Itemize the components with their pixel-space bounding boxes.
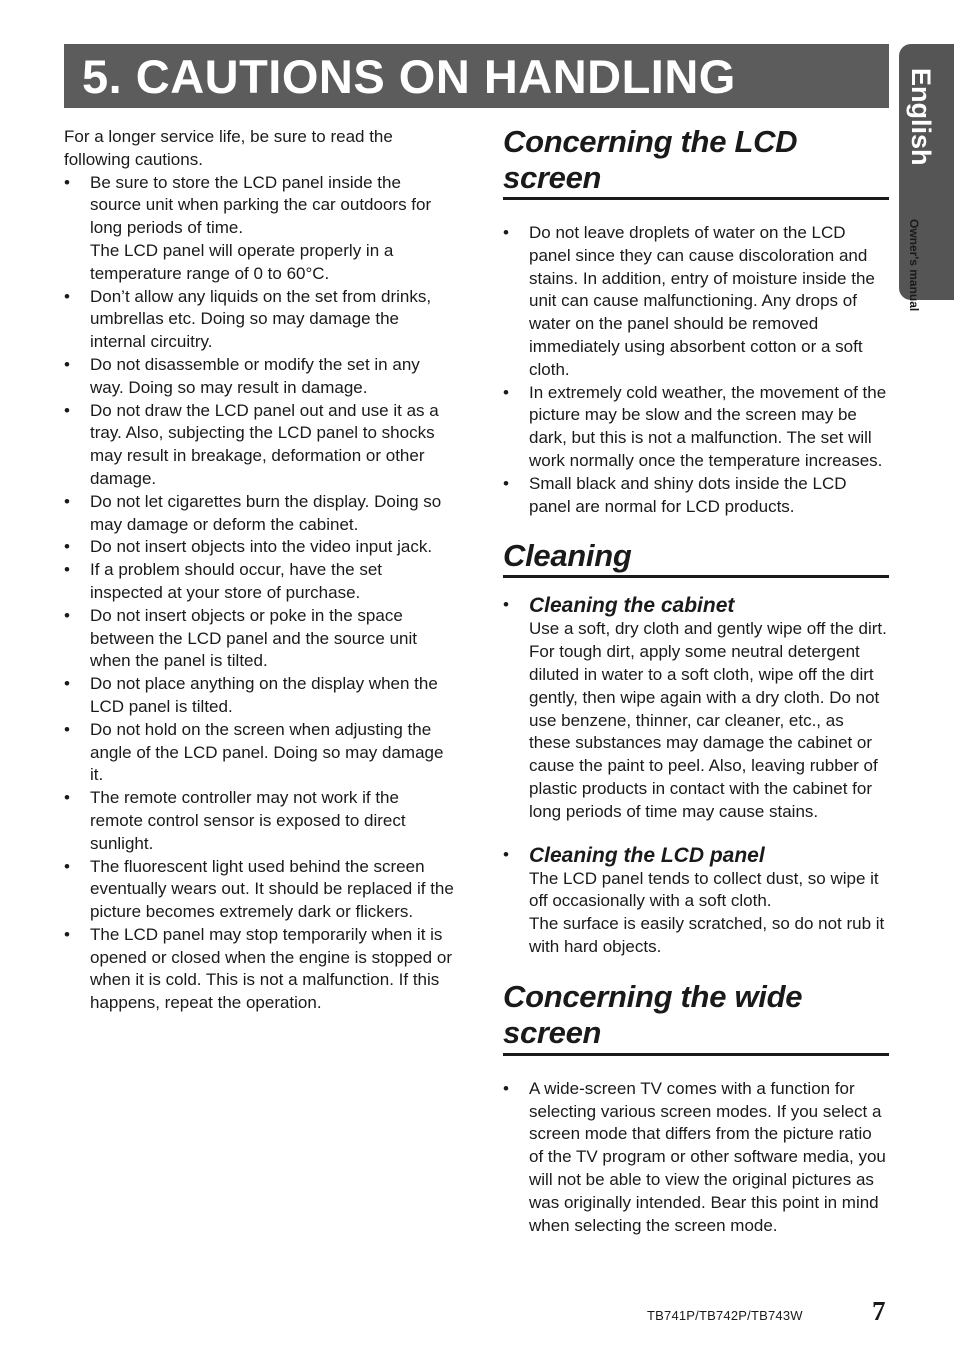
manual-label: Owner's manual (907, 219, 921, 312)
wide-screen-list (503, 1078, 889, 1238)
section-heading-cleaning: Cleaning (503, 538, 889, 578)
caution-item: • Do not draw the LCD panel out and use it as a tray. Also, subjecting the LCD panel to shocks may result in breakage, deformation or other damage. (64, 400, 456, 491)
cleaning-cabinet-text: Use a soft, dry cloth and gently wipe off the dirt. (529, 619, 887, 639)
page-number: 7 (872, 1296, 886, 1326)
caution-item: • Do not let cigarettes burn the display. Doing so may damage or deform the cabinet. (64, 491, 456, 537)
left-column (64, 126, 456, 1015)
caution-item: • Do not hold on the screen when adjusting the angle of the LCD panel. Doing so may damage it. (64, 719, 456, 787)
cleaning-list (503, 594, 889, 958)
caution-item: • Be sure to store the LCD panel inside the source unit when parking the car outdoors for long periods of time. The LCD panel will operate properly in a temperature range of 0 to 60°C. (64, 172, 456, 286)
caution-list (64, 172, 456, 1015)
caution-item: • The LCD panel may stop temporarily when it is opened or closed when the engine is stopped or when it is cold. This is not a malfunction. If this happens, repeat the operation. (64, 924, 456, 1015)
section-heading-wide-screen: Concerning the wide screen (503, 978, 803, 1050)
caution-item: • Don’t allow any liquids on the set from drinks, umbrellas etc. Doing so may damage the internal circuitry. (64, 286, 456, 354)
lcd-item: • Do not leave droplets of water on the LCD panel since they can cause discoloration and stains. In addition, entry of moisture inside the unit can cause malfunctioning. Any drops of water on the panel should be removed immediately using absorbent cotton or a soft cloth. (503, 222, 889, 382)
section-heading-lcd-screen: Concerning the LCD screen (503, 124, 889, 200)
caution-item: • Do not disassemble or modify the set in any way. Doing so may result in damage. (64, 354, 456, 400)
intro-text: For a longer service life, be sure to read the following cautions. (64, 127, 393, 169)
cleaning-panel-item (503, 844, 889, 959)
language-tab (899, 44, 954, 312)
caution-item: • Do not place anything on the display when the LCD panel is tilted. (64, 673, 456, 719)
title-bar (64, 44, 889, 108)
lcd-item: • Small black and shiny dots inside the LCD panel are normal for LCD products. (503, 473, 889, 519)
cleaning-panel-text: The surface is easily scratched, so do not rub it with hard objects. (529, 914, 885, 956)
page-title: 5. CAUTIONS ON HANDLING (82, 50, 736, 103)
section-rule (503, 1053, 889, 1056)
caution-item: • If a problem should occur, have the set inspected at your store of purchase. (64, 559, 456, 605)
language-label: English (906, 68, 936, 166)
lcd-screen-list (503, 222, 889, 518)
lcd-item: • In extremely cold weather, the movement of the picture may be slow and the screen may be dark, but this is not a malfunction. The set will work normally once the temperature increases. (503, 382, 889, 473)
cleaning-cabinet-item (503, 594, 889, 823)
cleaning-cabinet-text: For tough dirt, apply some neutral detergent diluted in water to a soft cloth, wipe off the dirt gently, then wipe again with a dry cloth. Do not use benzene, thinner, car cleaner, etc., as these substances may damage the cabinet or cause the paint to peel. Also, leaving rubber of plastic products in contact with the cabinet for long periods of time may cause stains. (529, 642, 880, 821)
wide-item: • A wide-screen TV comes with a function for selecting various screen modes. If you select a screen mode that differs from the picture ratio of the TV program or other software media, you will not be able to view the original pictures as was originally intended. Bear this point in mind when selecting the screen mode. (503, 1078, 889, 1238)
caution-item: • The remote controller may not work if the remote control sensor is exposed to direct sunlight. (64, 787, 456, 855)
right-column (503, 124, 889, 1237)
cleaning-panel-heading: • Cleaning the LCD panel (529, 843, 765, 867)
cleaning-panel-text: The LCD panel tends to collect dust, so wipe it off occasionally with a soft cloth. (529, 868, 879, 911)
caution-item: • Do not insert objects into the video input jack. (64, 536, 456, 559)
caution-item: • The fluorescent light used behind the screen eventually wears out. It should be replaced if the picture becomes extremely dark or flickers. (64, 856, 456, 924)
caution-item: • Do not insert objects or poke in the space between the LCD panel and the source unit when the panel is tilted. (64, 605, 456, 673)
cleaning-cabinet-heading: • Cleaning the cabinet (529, 594, 735, 618)
caution-item-note: The LCD panel will operate properly in a temperature range of 0 to 60°C. (90, 240, 394, 283)
model-number: TB741P/TB742P/TB743W (647, 1308, 803, 1323)
